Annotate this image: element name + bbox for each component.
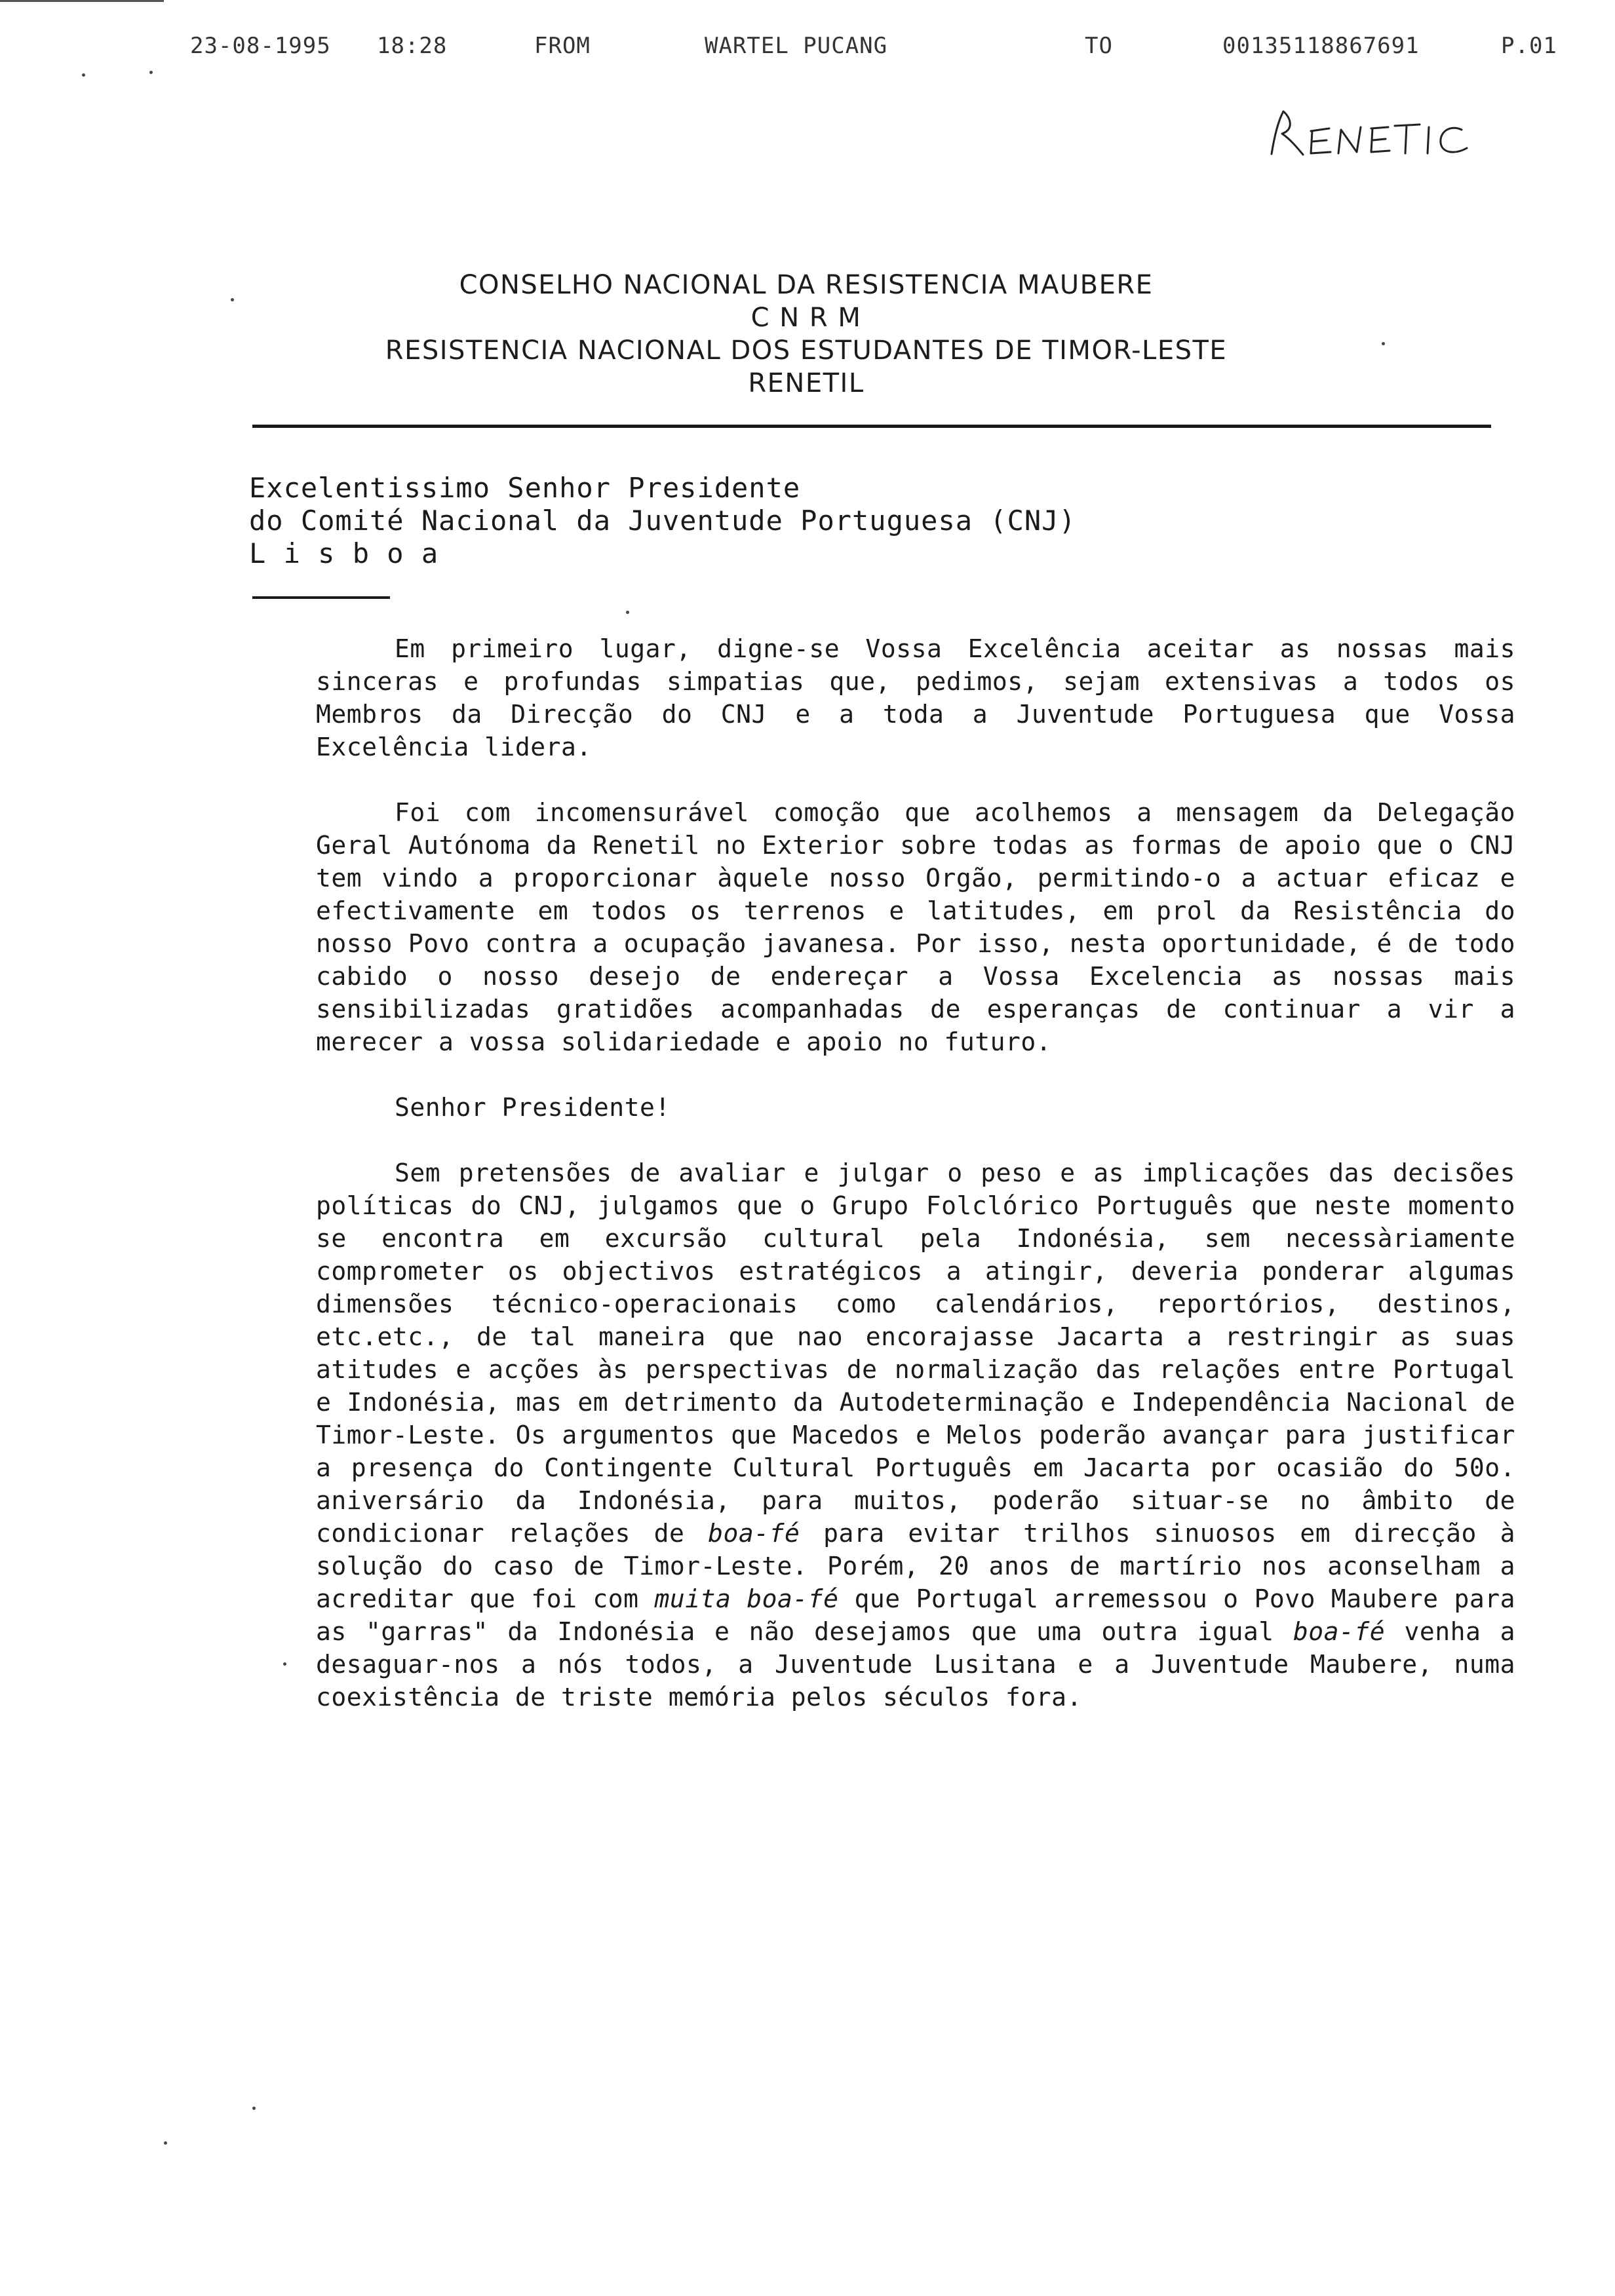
letter-body bbox=[316, 632, 1515, 1746]
scan-speck bbox=[164, 2141, 167, 2145]
scan-speck bbox=[626, 611, 629, 614]
addressee-block bbox=[249, 472, 1076, 570]
fax-from-label: FROM bbox=[534, 33, 591, 59]
paragraph-concerns bbox=[316, 1157, 1515, 1713]
fax-sender: WARTEL PUCANG bbox=[705, 33, 888, 59]
emphasis-muita-boa-fe: muita boa-fé bbox=[654, 1584, 839, 1613]
addressee-organization: do Comité Nacional da Juventude Portuguesa (CNJ) bbox=[249, 505, 1076, 537]
letterhead-acronym: C N R M bbox=[750, 303, 862, 333]
salutation: Senhor Presidente! bbox=[395, 1093, 671, 1122]
paragraph-concerns-part-2: para evitar trilhos sinuosos em direcção à solução do caso de Timor-Leste. Porém, 20 anos de martírio nos aconselham a acreditar que foi com bbox=[316, 1519, 1515, 1613]
fax-to-label: TO bbox=[1085, 33, 1113, 59]
paragraph-concerns-part-3: que Portugal arremessou o Povo Maubere para as "garras" da Indonésia e não desejamos que uma outra igual bbox=[316, 1584, 1515, 1646]
scan-speck bbox=[283, 1662, 286, 1666]
addressee-title: Excelentissimo Senhor Presidente bbox=[249, 472, 801, 504]
letterhead-organization-acronym: RENETIL bbox=[748, 368, 865, 398]
fax-recipient-number: 00135118867691 bbox=[1222, 33, 1420, 59]
fax-transmission-header bbox=[0, 33, 1615, 72]
paragraph-gratitude: Foi com incomensurável comoção que acolhemos a mensagem da Delegação Geral Autónoma da Renetil no Exterior sobre todas as formas de apoio que o CNJ tem vindo a proporcionar àquele nosso Orgão, permitindo-o a actuar eficaz e efectivamente em todos os terrenos e latitudes, em prol da Resistência do nosso Povo contra a ocupação javanesa. Por isso, nesta oportunidade, é de todo cabido o nosso desejo de endereçar a Vossa Excelencia as nossas mais sensibilizadas gratidões acompanhadas de esperanças de continuar a vir a merecer a vossa solidariedade e apoio no futuro. bbox=[316, 798, 1515, 1056]
scan-speck bbox=[149, 71, 153, 74]
paragraph-concerns-part-4: venha a desaguar-nos a nós todos, a Juventude Lusitana e a Juventude Maubere, numa coexistência de triste memória pelos séculos fora. bbox=[316, 1617, 1515, 1712]
addressee-underline bbox=[252, 596, 390, 599]
addressee-city: L i s b o a bbox=[249, 537, 439, 569]
letterhead bbox=[197, 269, 1416, 400]
emphasis-boa-fe-1: boa-fé bbox=[708, 1519, 800, 1548]
paragraph-greeting: Em primeiro lugar, digne-se Vossa Excelência aceitar as nossas mais sinceras e profundas simpatias que, pedimos, sejam extensivas a todos os Membros da Direcção do CNJ e a toda a Juventude Portuguesa que Vossa Excelência lidera. bbox=[316, 634, 1515, 761]
fax-time: 18:28 bbox=[377, 33, 448, 59]
letterhead-organization: RESISTENCIA NACIONAL DOS ESTUDANTES DE TIMOR-LESTE bbox=[385, 335, 1228, 366]
fax-top-rule bbox=[0, 0, 164, 2]
letterhead-council: CONSELHO NACIONAL DA RESISTENCIA MAUBERE bbox=[459, 270, 1154, 300]
scan-speck bbox=[231, 298, 234, 301]
handwritten-annotation-renetil bbox=[1265, 105, 1475, 164]
scan-speck bbox=[82, 73, 85, 77]
letterhead-divider bbox=[252, 425, 1491, 428]
scan-speck bbox=[1382, 342, 1385, 345]
emphasis-boa-fe-2: boa-fé bbox=[1293, 1617, 1386, 1646]
fax-page-number: P.01 bbox=[1501, 33, 1557, 59]
scan-speck bbox=[252, 2107, 256, 2110]
fax-date: 23-08-1995 bbox=[190, 33, 331, 59]
paragraph-concerns-part-1: Sem pretensões de avaliar e julgar o peso e as implicações das decisões políticas do CNJ, julgamos que o Grupo Folclórico Português que neste momento se encontra em excursão cultural pela Indonésia, sem necessàriamente comprometer os objectivos estratégicos a atingir, deveria ponderar algumas dimensões técnico-operacionais como calendários, reportórios, destinos, etc.etc., de tal maneira que nao encorajasse Jacarta a restringir as suas atitudes e acções às perspectivas de normalização das relações entre Portugal e Indonésia, mas em detrimento da Autodeterminação e Independência Nacional de Timor-Leste. Os argumentos que Macedos e Melos poderão avançar para justificar a presença do Contingente Cultural Português em Jacarta por ocasião do 50o. aniversário da Indonésia, para muitos, poderão situar-se no âmbito de condicionar relações de bbox=[316, 1158, 1515, 1548]
